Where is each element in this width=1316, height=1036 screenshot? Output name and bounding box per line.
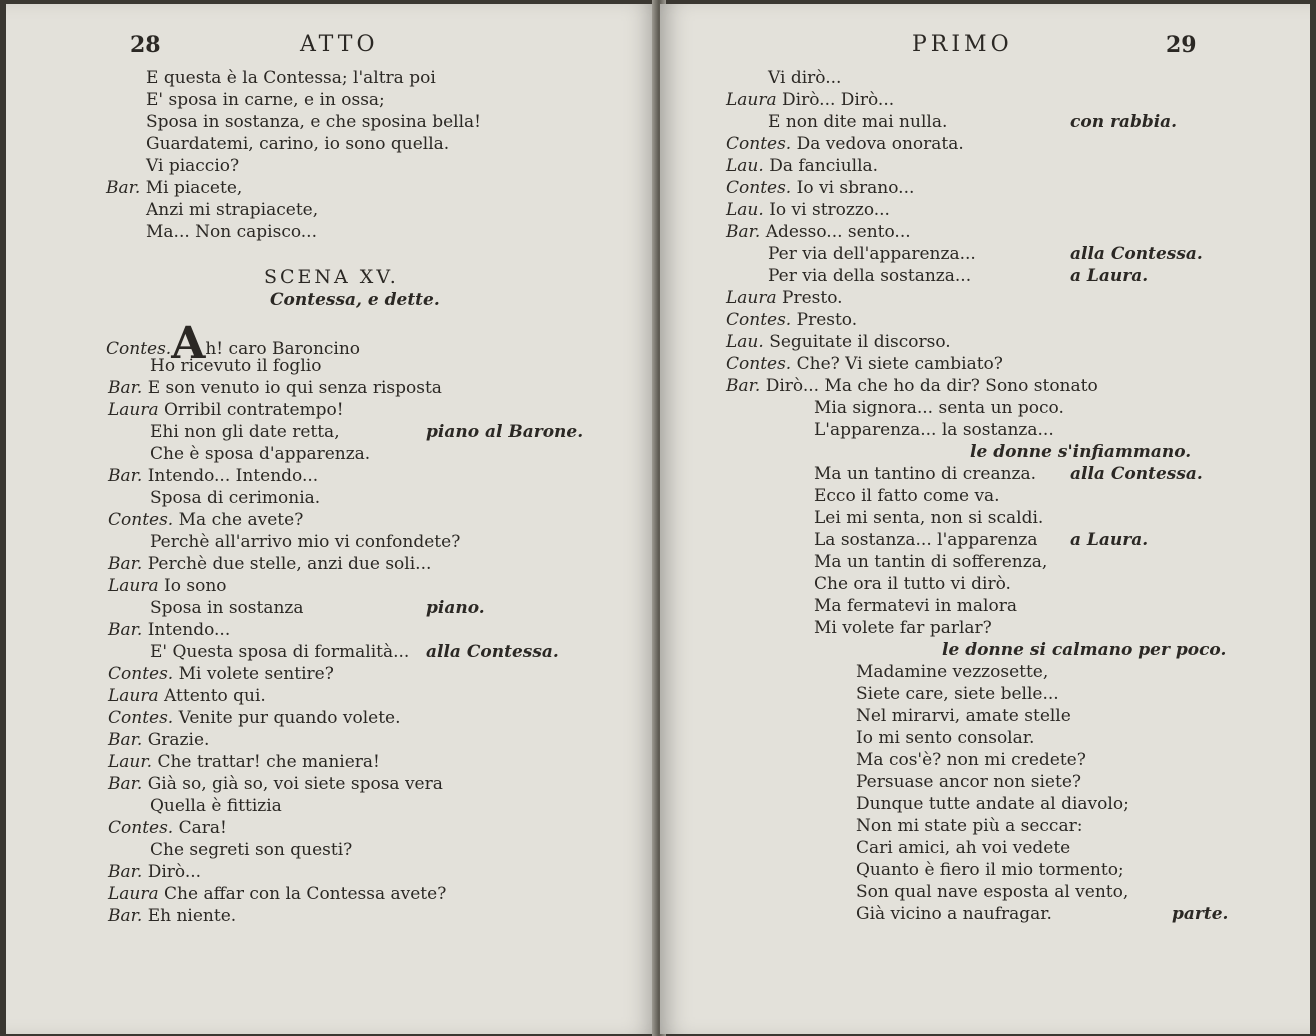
line-text: E non dite mai nulla. (768, 112, 948, 132)
text-line (856, 860, 1124, 880)
text-line (150, 598, 304, 618)
line-text: Che ora il tutto vi dirò. (814, 574, 1011, 594)
text-line (856, 728, 1034, 748)
line-text: Che? Vi siete cambiato? (796, 354, 1003, 374)
speaker-name: Laura (726, 90, 777, 110)
speaker-name: Laura (108, 576, 159, 596)
line-text: Dirò... Dirò... (782, 90, 895, 110)
left-page (6, 4, 656, 1034)
line-text: Sposa in sostanza (150, 598, 304, 618)
line-text: Presto. (796, 310, 858, 330)
speaker-name: Contes. (108, 708, 174, 728)
line-text: Adesso... sento... (765, 222, 911, 242)
line-text: Dirò... (147, 862, 202, 882)
line-text: Per via della sostanza... (768, 266, 972, 286)
page-number: 29 (1166, 32, 1197, 58)
line-text: Persuase ancor non siete? (856, 772, 1081, 792)
line-text: Son qual nave esposta al vento, (856, 882, 1129, 902)
page-number: 28 (130, 32, 161, 58)
stage-direction: alla Contessa. (426, 642, 559, 662)
text-line (726, 288, 843, 308)
text-line (726, 354, 1003, 374)
text-line (150, 356, 321, 376)
line-text: Sposa in sostanza, e che sposina bella! (146, 112, 481, 132)
line-text: Cara! (178, 818, 227, 838)
text-line (726, 222, 911, 242)
line-text: Ma fermatevi in malora (814, 596, 1017, 616)
text-line (814, 464, 1036, 484)
text-line (856, 816, 1082, 836)
text-line (108, 378, 442, 398)
speaker-name: Bar. (108, 774, 143, 794)
line-text: Io sono (164, 576, 227, 596)
text-line (108, 554, 431, 574)
line-text: Ma un tantin di sofferenza, (814, 552, 1048, 572)
text-line (146, 156, 239, 176)
line-text: Cari amici, ah voi vedete (856, 838, 1071, 858)
text-line (856, 772, 1081, 792)
text-line (108, 400, 344, 420)
line-text: Intendo... (147, 620, 231, 640)
text-line (814, 596, 1017, 616)
text-line (150, 422, 340, 442)
text-line (856, 904, 1052, 924)
line-text: Mi volete far parlar? (814, 618, 992, 638)
speaker-name: Bar. (108, 862, 143, 882)
line-text: Seguitate il discorso. (769, 332, 951, 352)
stage-direction: le donne si calmano per poco. (942, 640, 1227, 660)
line-text: Perchè all'arrivo mio vi confondete? (150, 532, 461, 552)
line-text: Presto. (782, 288, 843, 308)
text-line (814, 574, 1011, 594)
speaker-name: Contes. (726, 310, 792, 330)
line-text: E questa è la Contessa; l'altra poi (146, 68, 436, 88)
speaker-name: Bar. (108, 466, 143, 486)
text-line (146, 200, 318, 220)
text-line (108, 466, 318, 486)
text-line (150, 642, 409, 662)
speaker-name: Bar. (108, 554, 143, 574)
right-page (660, 4, 1310, 1034)
stage-direction: a Laura. (1070, 530, 1149, 550)
line-text: Perchè due stelle, anzi due soli... (147, 554, 432, 574)
line-text: Intendo... Intendo... (147, 466, 319, 486)
line-text: Sposa di cerimonia. (150, 488, 321, 508)
line-text: Dunque tutte andate al diavolo; (856, 794, 1129, 814)
line-text: E' Questa sposa di formalità... (150, 642, 410, 662)
speaker-name: Laura (108, 686, 159, 706)
speaker-name: Contes. (726, 134, 792, 154)
text-line (146, 112, 481, 132)
stage-direction: alla Contessa. (1070, 464, 1203, 484)
text-line (814, 530, 1038, 550)
line-text: Mi volete sentire? (178, 664, 334, 684)
line-text: Ehi non gli date retta, (150, 422, 340, 442)
line-text: Ma un tantino di creanza. (814, 464, 1037, 484)
line-text: Che è sposa d'apparenza. (150, 444, 371, 464)
line-text: Guardatemi, carino, io sono quella. (146, 134, 450, 154)
speaker-name: Contes. (108, 510, 174, 530)
line-text: Io vi strozzo... (769, 200, 890, 220)
text-line (106, 178, 242, 198)
text-line (108, 818, 227, 838)
text-line (108, 510, 303, 530)
stage-direction: con rabbia. (1070, 112, 1178, 132)
text-line (726, 178, 914, 198)
line-text: Non mi state più a seccar: (856, 816, 1083, 836)
speaker-name: Contes. (726, 354, 792, 374)
line-text: Ecco il fatto come va. (814, 486, 1000, 506)
text-line (726, 156, 878, 176)
text-line (726, 134, 964, 154)
line-text: Siete care, siete belle... (856, 684, 1059, 704)
text-line (814, 618, 992, 638)
scene-subtitle: Contessa, e dette. (270, 290, 440, 310)
line-text: Nel mirarvi, amate stelle (856, 706, 1071, 726)
text-line (108, 884, 446, 904)
text-line (814, 552, 1047, 572)
text-line (856, 662, 1048, 682)
speaker-name: Contes. (108, 818, 174, 838)
running-head: ATTO (300, 32, 379, 57)
stage-direction: parte. (1172, 904, 1229, 924)
line-text: Da fanciulla. (769, 156, 879, 176)
text-line (768, 68, 841, 88)
line-text: Già so, già so, voi siete sposa vera (147, 774, 443, 794)
line-text: Che affar con la Contessa avete? (164, 884, 447, 904)
text-line (108, 774, 443, 794)
text-line (768, 244, 976, 264)
line-text: Quella è fittizia (150, 796, 282, 816)
text-line (108, 664, 334, 684)
text-line (768, 112, 947, 132)
text-line (856, 750, 1086, 770)
text-line (108, 752, 380, 772)
stage-direction: piano al Barone. (426, 422, 584, 442)
speaker-name: Bar. (108, 620, 143, 640)
line-text: Dirò... Ma che ho da dir? Sono stonato (765, 376, 1098, 396)
stage-direction: alla Contessa. (1070, 244, 1203, 264)
text-line (146, 134, 449, 154)
running-head: PRIMO (912, 32, 1013, 57)
line-text: Madamine vezzosette, (856, 662, 1049, 682)
line-text: Grazie. (147, 730, 210, 750)
line-text: Anzi mi strapiacete, (146, 200, 319, 220)
line-text: Ma... Non capisco... (146, 222, 317, 242)
line-text: Io vi sbrano... (796, 178, 915, 198)
line-text: Ho ricevuto il foglio (150, 356, 322, 376)
text-line (814, 398, 1064, 418)
scene-title: SCENA XV. (264, 266, 399, 288)
speaker-name: Bar. (108, 378, 143, 398)
line-text: Quanto è fiero il mio tormento; (856, 860, 1124, 880)
line-text: Per via dell'apparenza... (768, 244, 976, 264)
line-text: Venite pur quando volete. (178, 708, 401, 728)
text-line (150, 840, 352, 860)
stage-direction: a Laura. (1070, 266, 1149, 286)
text-line (108, 708, 401, 728)
line-text: Eh niente. (147, 906, 237, 926)
text-line (146, 68, 436, 88)
line-text: h! caro Baroncino (205, 339, 361, 359)
line-text: Vi piaccio? (146, 156, 240, 176)
text-line (726, 200, 890, 220)
text-line (814, 508, 1043, 528)
speaker-name: Bar. (726, 376, 761, 396)
speaker-name: Bar. (108, 730, 143, 750)
text-line (150, 796, 282, 816)
line-text: E son venuto io qui senza risposta (147, 378, 442, 398)
line-text: Già vicino a naufragar. (856, 904, 1052, 924)
line-text: Ma cos'è? non mi credete? (856, 750, 1086, 770)
line-text: Attento qui. (164, 686, 266, 706)
line-text: Da vedova onorata. (796, 134, 964, 154)
speaker-name: Lau. (726, 156, 764, 176)
line-text: Che trattar! che maniera! (157, 752, 380, 772)
line-text: L'apparenza... la sostanza... (814, 420, 1054, 440)
stage-direction: le donne s'infiammano. (970, 442, 1192, 462)
speaker-name: Bar. (108, 906, 143, 926)
speaker-name: Laur. (108, 752, 153, 772)
text-line (856, 838, 1070, 858)
line-text: Mia signora... senta un poco. (814, 398, 1064, 418)
text-line (108, 862, 201, 882)
speaker-name: Laura (726, 288, 777, 308)
speaker-name: Contes. (726, 178, 792, 198)
speaker-name: Lau. (726, 200, 764, 220)
text-line (726, 310, 857, 330)
text-line (146, 222, 317, 242)
line-text: Mi piacete, (145, 178, 243, 198)
drop-capital: A (171, 318, 206, 369)
text-line (856, 794, 1129, 814)
text-line (108, 576, 227, 596)
text-line (814, 420, 1054, 440)
text-line (856, 882, 1128, 902)
line-text: La sostanza... l'apparenza (814, 530, 1038, 550)
text-line (108, 620, 230, 640)
line-text: E' sposa in carne, e in ossa; (146, 90, 385, 110)
line-text: Ma che avete? (178, 510, 304, 530)
stage-direction: piano. (426, 598, 485, 618)
speaker-name: Laura (108, 400, 159, 420)
text-line (146, 90, 385, 110)
text-line (814, 486, 1000, 506)
speaker-name: Laura (108, 884, 159, 904)
speaker-name: Bar. (106, 178, 141, 198)
text-line (150, 532, 460, 552)
text-line (768, 266, 971, 286)
speaker-name: Lau. (726, 332, 764, 352)
line-text: Lei mi senta, non si scaldi. (814, 508, 1044, 528)
text-line (856, 684, 1059, 704)
line-text: Che segreti son questi? (150, 840, 353, 860)
text-line (150, 444, 370, 464)
text-line (108, 686, 266, 706)
text-line (108, 730, 209, 750)
speaker-name: Bar. (726, 222, 761, 242)
text-line (150, 488, 320, 508)
line-text: Io mi sento consolar. (856, 728, 1035, 748)
text-line (726, 376, 1098, 396)
text-line (856, 706, 1071, 726)
text-line (726, 332, 951, 352)
line-text: Vi dirò... (768, 68, 842, 88)
text-line (726, 90, 894, 110)
speaker-name: Contes. (108, 664, 174, 684)
speaker-name: Contes. (106, 339, 172, 359)
text-line (108, 906, 236, 926)
line-text: Orribil contratempo! (164, 400, 344, 420)
